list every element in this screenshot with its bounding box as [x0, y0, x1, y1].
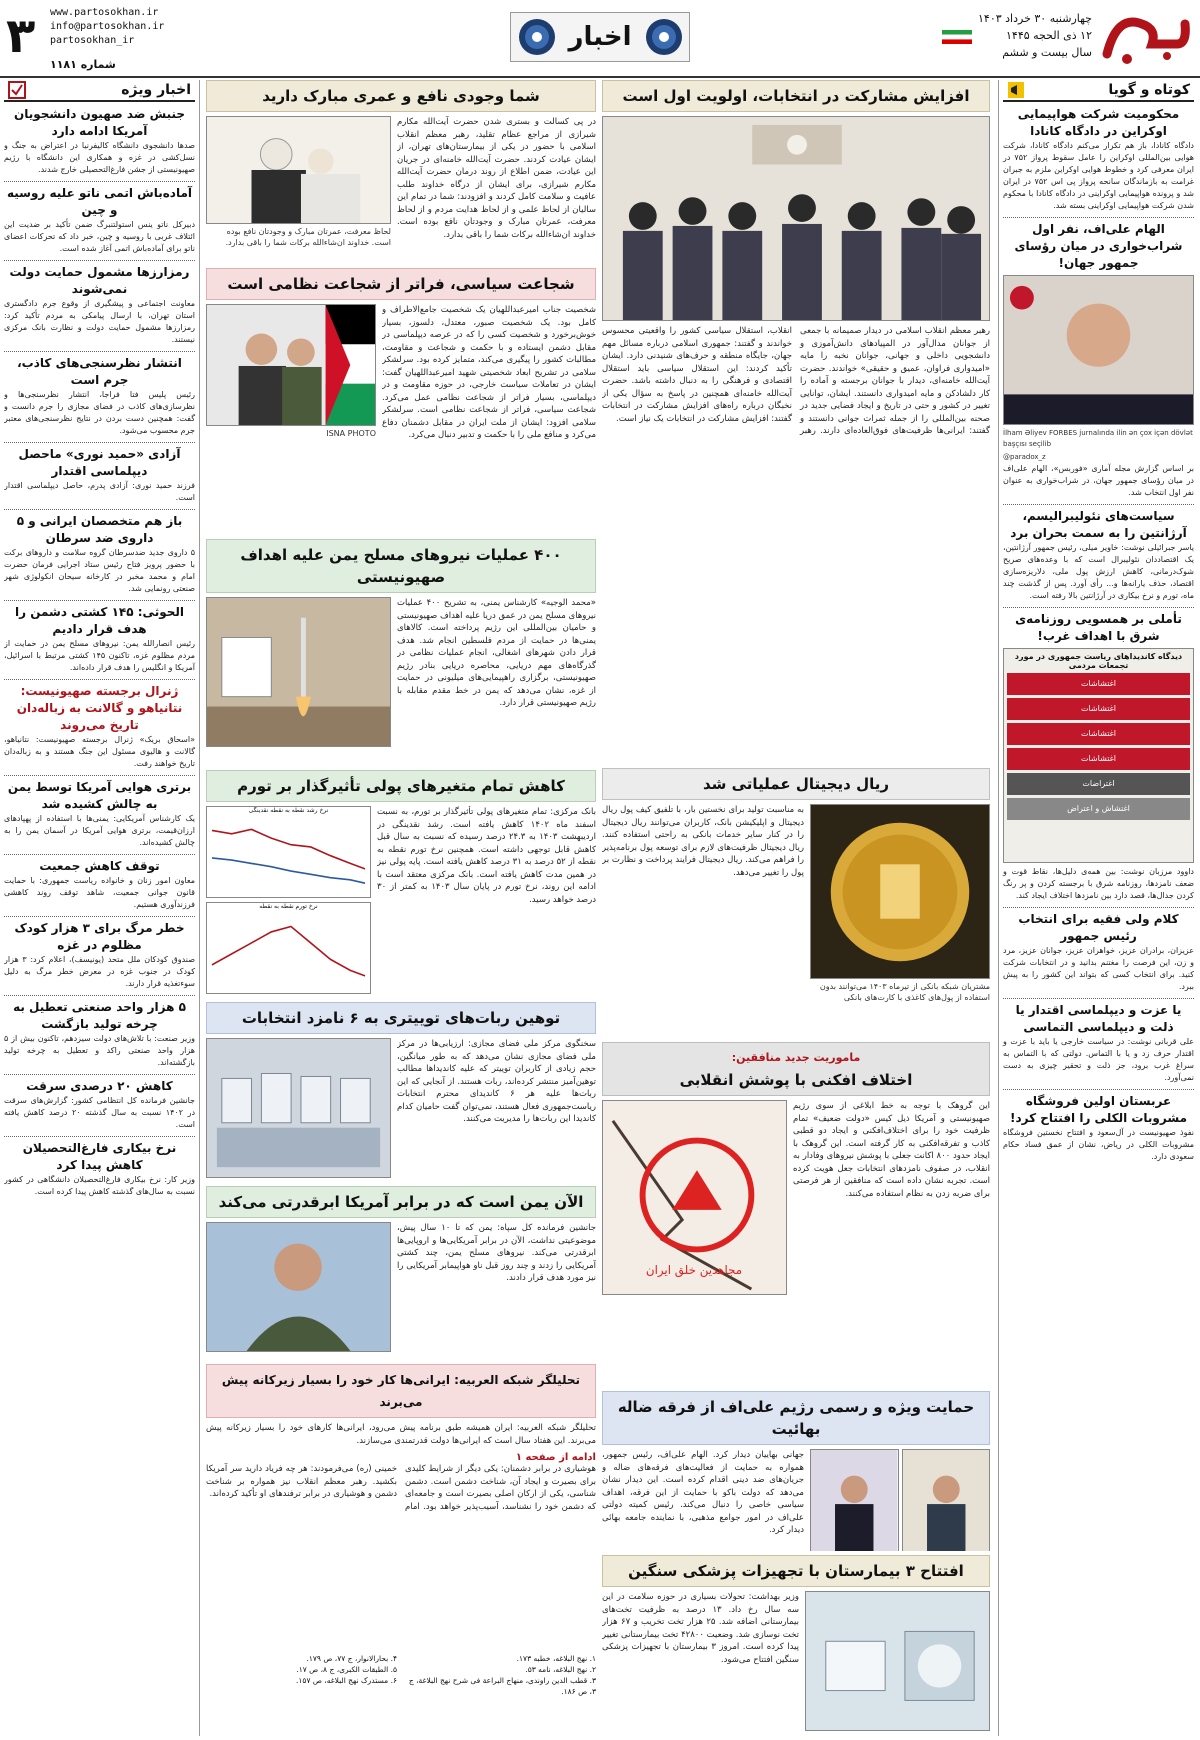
- article-body: وزیر بهداشت: تحولات بسیاری در حوزه سلامت در این سه سال رخ داد. ۱۳ درصد به ظرفیت تخت‌های بیمارستانی اضافه شد. ۲۵ هزار تخت تخریب و ۶۷ هزار تخت نوسازی شد. وضعیت ۴۲۸۰۰ تخت بیمارستانی تغییر پیدا کرده است. امروز ۳ بیمارستان با تجهیزات پزشکی سنگین افتتاح می‌شود.: [602, 1592, 799, 1665]
- article-kicker: ماموریت جدید منافقین:: [731, 1051, 861, 1064]
- news-body: نفوذ صهیونیست در آل‌سعود و افتتاح نخستین فروشگاه مشروبات الکلی در ریاض، نشان از عمق فساد حکام سعودی دارد.: [1003, 1128, 1194, 1161]
- article-headline: ریال دیجیتال عملیاتی شد: [602, 768, 990, 800]
- news-body: دبیرکل ناتو ینس استولتنبرگ ضمن تأکید بر ضدیت این ائتلاف غربی با روسیه و چین، خبر داد که تحرکات اعضای ناتو برای آماده‌باش اتمی آغاز شده است.: [4, 220, 195, 253]
- divider: [4, 181, 195, 182]
- poster-row: اغتراضات: [1007, 773, 1190, 795]
- article-body: «محمد الوجیه» کارشناس یمنی، به تشریح ۴۰۰ عملیات نیروهای مسلح یمن در عمق دریا علیه اهداف صهیونیستی و حامیان بین‌المللی این رژیم پرداخته است. کالاهای یمنی‌ها در حمایت از مردم فلسطین انجام شد. هدف قرار دادن شهرهای اشغالی، انجام عملیات نظامی در گذرگاه‌های مهم دریایی، محاصره دریایی بنادر رژیم صهیونیستی، برگزاری راهپیمایی‌های میلیونی در حمایت از غزه، نشان می‌دهد که یمن در خط مقدم مقابله با رژیم صهیونیستی قرار دارد.: [397, 598, 596, 708]
- article-continuation[interactable]: [206, 1452, 596, 1736]
- coin-photo[interactable]: [810, 804, 990, 979]
- article-headline: توهین ربات‌های توییتری به ۶ نامزد انتخابات: [206, 1002, 596, 1034]
- hospital-image: [806, 1592, 989, 1730]
- portrait-tag: @paradox_z: [1003, 453, 1046, 461]
- megaphone-icon: [1007, 81, 1025, 99]
- news-title: تأملی بر همسویی روزنامه‌ی شرق با اهداف غرب!: [1015, 612, 1182, 643]
- chart-title: نرخ تورم نقطه به نقطه: [259, 903, 318, 910]
- article-headline: الآن یمن است که در برابر آمریکا ابرقدرتی می‌کند: [206, 1186, 596, 1218]
- photo-caption: ISNA PHOTO: [326, 429, 376, 438]
- article-lead[interactable]: [602, 80, 990, 765]
- divider: [4, 1074, 195, 1075]
- portrait-photo[interactable]: [1003, 275, 1194, 425]
- list-item[interactable]: [4, 355, 195, 437]
- article-headline: ۴۰۰ عملیات نیروهای مسلح یمن علیه اهداف صهیونیستی: [206, 539, 596, 593]
- news-title: سیاست‌های نئولیبرالیسم، آرژانتین را به سمت بحران برد: [1010, 509, 1187, 540]
- news-title: محکومیت شرکت هواپیمایی اوکراین در دادگاه کانادا: [1017, 107, 1180, 138]
- date-solar: چهارشنبه ۳۰ خرداد ۱۴۰۳: [978, 12, 1092, 25]
- flag-icon: [942, 30, 972, 44]
- news-body: صندوق کودکان ملل متحد (یونیسف)، اعلام کرد: ۳ هزار کودک در جنوب غزه در معرض خطر مرگ به دلیل سوءتغذیه قرار دارند.: [4, 955, 195, 988]
- article-inflation[interactable]: [206, 770, 596, 998]
- news-title: عربستان اولین فروشگاه مشروبات الکلی را افتتاح کرد!: [1010, 1094, 1187, 1125]
- divider: [4, 679, 195, 680]
- article-headline: شما وجودی نافع و عمری مبارک دارید: [206, 80, 596, 112]
- audience-photo[interactable]: [602, 116, 990, 321]
- list-item[interactable]: [4, 446, 195, 504]
- article-body: جانشین فرمانده کل سپاه: یمن که تا ۱۰ سال پیش، موضوعیتی نداشت، الآن در برابر آمریکایی‌ها و اروپایی‌ها ابرقدرتی می‌کند. نیروهای مسلح یمن، چند کشتی آمریکایی را زدند و چند روز قبل ناو هواپیمابر آمریکایی را نیز مورد هدف قرار دادند.: [397, 1223, 596, 1283]
- candidates-poster[interactable]: [1003, 648, 1194, 863]
- list-item[interactable]: [4, 920, 195, 990]
- article-headline: کاهش تمام متغیرهای پولی تأثیرگذار بر تورم: [206, 770, 596, 802]
- liquidity-chart-plot: [207, 814, 370, 898]
- website-link[interactable]: www.partosokhan.ir: [50, 7, 159, 18]
- date-block: [962, 10, 1092, 61]
- left-column-title: اخبار ویژه: [121, 82, 191, 98]
- gathering-image: [603, 117, 989, 320]
- divider: [4, 854, 195, 855]
- poster-row: اغتشاشات: [1007, 723, 1190, 745]
- article-bahai[interactable]: [602, 1391, 990, 1551]
- list-item[interactable]: [1003, 221, 1194, 499]
- photo-caption: مشتریان شبکه بانکی از تیرماه ۱۴۰۳ می‌توانند بدون استفاده از پول‌های کاغذی با کارت‌های بانکی: [819, 982, 990, 1002]
- reference-item: ۱. نهج البلاغه، خطبه ۱۷۳.: [516, 1654, 596, 1663]
- news-title: ژنرال برجسته صهیونیست: نتانیاهو و گالانت به زباله‌دان تاریخ می‌روند: [16, 684, 183, 732]
- meeting-image: [903, 1450, 990, 1551]
- news-title: برتری هوایی آمریکا توسط یمن به چالش کشیده شد: [7, 780, 192, 811]
- inflation-chart-plot: [207, 910, 370, 994]
- article-digital-rial[interactable]: [602, 768, 990, 1038]
- article-body: در پی کسالت و بستری شدن حضرت آیت‌الله مکارم شیرازی از مراجع عظام تقلید، رهبر معظم انقلاب اسلامی با حضور در یکی از بیمارستان‌های تهران، از ایشان عیادت کردند. حضرت آیت‌الله خامنه‌ای در جریان این عیادت، ضمن اطلاع از روند درمان حضرت آیت‌الله مکارم شیرازی، برای ایشان از درگاه خداوند طلب عافیت و سلامت کامل کردند و افزودند: شما در تمام این سالیان از لحاظ علمی و از لحاظ هدایت مردم و از لحاظ معرفت، عمرتان مبارک و وجودتان نافع بوده است. خداوند ان‌شاءالله برکات شما را باقی بدارد.: [397, 117, 596, 240]
- news-body: دادگاه کانادا، باز هم تکرار می‌کنم دادگاه کانادا، شرکت هوایی بین‌المللی اوکراین را عامل سقوط پرواز ۷۵۲ در ایران معرفی کرد و خطوط هوایی اوکراین ملزم به جبران غرامت به بازماندگان سانحه پرواز پی اس ۷۵۲ در ایران شد و پرونده هواپیمایی اوکراینی در دادگاه کانادا با محکوم شدن شرکت هواپیمایی اوکراینی بسته شد.: [1003, 141, 1194, 210]
- mek-logo-text: مجاهدین خلق ایران: [645, 1263, 743, 1278]
- news-body: ۵ داروی جدید ضدسرطان گروه سلامت و داروهای برکت با حضور پرویز فتاح رئیس ستاد اجرایی فرمان حضرت امام و محمد مخبر در کارخانه سیحان انکولوژی شهر صنعتی رونمایی شد.: [4, 548, 195, 593]
- chart-title: نرخ رشد نقطه به نقطه نقدینگی: [248, 807, 329, 814]
- left-column-header: [4, 80, 195, 102]
- list-item[interactable]: [1003, 1002, 1194, 1084]
- news-body: یک کارشناس آمریکایی: یمنی‌ها با استفاده از پهپادهای ارزان‌قیمت، برتری هوایی آمریکا در آسمان یمن را به چالش کشیده‌اند.: [4, 814, 195, 847]
- robots-photo[interactable]: [206, 1038, 391, 1178]
- reference-item: ۲. نهج البلاغه، نامه ۵۳.: [525, 1665, 596, 1674]
- article-headline: [602, 1042, 990, 1096]
- news-title: الحوثی: ۱۴۵ کشتی دشمن را هدف قرار دادیم: [15, 605, 184, 636]
- left-column: [4, 80, 200, 1736]
- continuation-label: ادامه از صفحه ۱: [515, 1452, 596, 1463]
- divider: [4, 600, 195, 601]
- section-title: اخبار: [568, 22, 632, 52]
- ornament-icon: [517, 17, 557, 57]
- divider: [4, 1136, 195, 1137]
- news-title: نرخ بیکاری فارغ‌التحصیلان کاهش پیدا کرد: [22, 1141, 177, 1172]
- liquidity-chart[interactable]: [206, 806, 371, 898]
- news-title: رمزارزها مشمول حمایت دولت نمی‌شوند: [9, 265, 190, 296]
- divider: [4, 775, 195, 776]
- masthead: [0, 0, 1200, 78]
- article-visit[interactable]: [206, 80, 596, 265]
- missile-photo[interactable]: [206, 597, 391, 747]
- meeting-photo[interactable]: [902, 1449, 991, 1551]
- checkbox-icon: [8, 81, 26, 99]
- main-area: [206, 80, 990, 1736]
- list-item[interactable]: [1003, 611, 1194, 902]
- list-item[interactable]: [4, 1078, 195, 1131]
- article-hospitals[interactable]: [602, 1555, 990, 1736]
- article-body: جهانی بهاییان دیدار کرد. الهام علی‌اف، رئیس جمهور، همواره به حمایت از فعالیت‌های فرقه‌های ضاله و جریان‌های ضد دینی اقدام کرده است. این دیدار نشان می‌دهد که دولت باکو با حمایت از این فرقه، اهداف سیاسی خاصی را دنبال می‌کند. رئیس کمیته دولتی علی‌اف در امور جوامع مذهبی، با نماینده جامعه بهائی دیدار کرد.: [602, 1450, 804, 1535]
- poster-row: اغتشاشات: [1007, 698, 1190, 720]
- right-column-title: کوتاه و گویا: [1108, 82, 1190, 98]
- reference-item: ۵. الطبقات الکبری، ج ۸، ص ۱۷.: [296, 1665, 397, 1674]
- list-item[interactable]: [4, 1140, 195, 1198]
- article-alarabiya[interactable]: [206, 1364, 596, 1449]
- news-body: رئیس انصارالله یمن: نیروهای مسلح یمن در حمایت از مردم مظلوم غزه، تاکنون ۱۴۵ کشتی مرتبط با اسرائیل، آمریکا و انگلیس را هدف قرار داده‌اند.: [4, 639, 196, 672]
- article-headline: شجاعت سیاسی، فراتر از شجاعت نظامی است: [206, 268, 596, 300]
- news-title: باز هم متخصصان ایرانی و ۵ داروی ضد سرطان: [16, 514, 183, 545]
- officials-image: [207, 305, 375, 425]
- portrait-image: [1004, 276, 1193, 424]
- reference-item: ۳. قطب الدین راوندی، منهاج البراعة فی شرح نهج البلاغة، ج ۳، ص ۱۸۶.: [408, 1676, 596, 1696]
- news-title: جنبش ضد صهیون دانشجویان آمریکا ادامه دارد: [13, 107, 186, 138]
- right-column: [998, 80, 1194, 1736]
- social-handle[interactable]: partosokhan_ir: [50, 35, 135, 46]
- article-yemen-power[interactable]: [206, 1186, 596, 1361]
- news-body: داوود مرزبان نوشت: بین همه‌ی دلیل‌ها، نقاط قوت و ضعف نامزدها، روزنامه شرق با برجسته کردن و پر رنگ کردن جدال‌ها، قصد دارد بین نامزدها اختلاف ایجاد کند.: [1003, 867, 1194, 900]
- poster-row: اغتشاش و اعتراض: [1007, 798, 1190, 820]
- news-title: آماده‌باش اتمی ناتو علیه روسیه و چین: [6, 186, 193, 217]
- list-item[interactable]: [4, 185, 195, 255]
- reference-item: ۶. مستدرک نهج البلاغه، ص ۱۵۷.: [296, 1676, 397, 1685]
- list-item[interactable]: [4, 858, 195, 911]
- article-title: اختلاف افکنی با پوشش انقلابی: [679, 1071, 913, 1089]
- news-body: فرزند حمید نوری: آزادی پدرم، حاصل دیپلماسی اقتدار است.: [4, 481, 195, 502]
- article-headline: تحلیلگر شبکه العربیه: ایرانی‌ها کار خود را بسیار زیرکانه پیش می‌برند: [206, 1364, 596, 1418]
- news-body: وزیر کار: نرخ بیکاری فارغ‌التحصیلان دانشگاهی در کشور نسبت به سال‌های گذشته کاهش پیدا کرده است.: [4, 1175, 195, 1196]
- divider: [1003, 217, 1194, 218]
- article-headline: افتتاح ۳ بیمارستان با تجهیزات پزشکی سنگین: [602, 1555, 990, 1587]
- newspaper-logo[interactable]: [1097, 4, 1192, 72]
- ornament-icon: [644, 17, 684, 57]
- article-headline: افزایش مشارکت در انتخابات، اولویت اول است: [602, 80, 990, 112]
- hospital-photo[interactable]: [805, 1591, 990, 1731]
- news-title: کاهش ۲۰ درصدی سرقت: [26, 1079, 173, 1093]
- poster-row: اغتشاشات: [1007, 748, 1190, 770]
- article-body: رهبر معظم انقلاب اسلامی در دیدار صمیمانه با جمعی از جوانان مدال‌آور در المپیادهای دانش‌آموزی و دانشجویی داخلی و جهانی، جوانان نخبه را مایه «امیدواری فراوان، عمیق و حقیقی» خواندند. حضرت آیت‌الله خامنه‌ای، دیدار با جوانان برجسته و آماده را کار دلشادکن و مایه امیدواری دانستند. ایشان، توانایی تغییر در کشور و حتی در تاریخ و ایجاد فضایی جدید در صحنه بین‌المللی را از جمله ثمرات جوانی دانستند و گفتند: ایرانی‌ها ظرفیت‌های فوق‌العاده‌ای دارند. رهبر انقلاب، استقلال سیاسی کشور را واقعیتی محسوس خواندند و گفتند: جمهوری اسلامی درباره مسائل مهم جهان، جایگاه منطقه و حرف‌های شنیدنی دارد. ایشان تأکید کردند: این استقلال سیاسی باید استقلال اقتصادی و فرهنگی را به دنبال داشته باشد. حضرت آیت‌الله خامنه‌ای همچنین در پاسخ به سؤال یکی از نخبگان درباره راه‌های افزایش مشارکت در انتخابات گفتند: افزایش مشارکت در انتخابات یک نیاز است.: [602, 326, 990, 436]
- divider: [4, 916, 195, 917]
- news-body: معاونت اجتماعی و پیشگیری از وقوع جرم دادگستری استان تهران، با ارسال پیامکی به مردم تأکید کرد: رمزارزها مشمول حمایت دولت و نظارت بانک مرکزی نیستند.: [4, 299, 195, 344]
- article-body: تحلیلگر شبکه العربیه: ایران همیشه طبق برنامه پیش می‌رود، ایرانی‌ها کارهای خود را بسیار زیرکانه پیش می‌برند. این هفتاد سال است که ایرانی‌ها دولت قدرتمندی می‌سازند.: [206, 1423, 596, 1446]
- article-body: این گروهک با توجه به خط ابلاغی از سوی رژیم صهیونیستی و آمریکا ذیل کیس «دولت ضعیف» تمام ظرفیت خود را برای اختلاف‌افکنی و ایجاد دو قطبی کاذب و تفرقه‌افکنی به کار گرفته است. این گروهک با ایجاد حدود ۸۰۰ اکانت جعلی با پوشش نیروهای وفادار به انقلاب، در صفوف نامزدهای انتخابات جعل هویت کرده است. تجربه نشان داده است که منافقین از هر فرصتی برای ضربه زدن به نظام استفاده می‌کنند.: [793, 1101, 990, 1199]
- coin-image: [811, 805, 989, 978]
- article-body: بانک مرکزی: تمام متغیرهای پولی تأثیرگذار بر تورم، به نسبت اسفند ماه ۱۴۰۲ کاهش یافته است. رشد نقدینگی در اردیبهشت ۱۴۰۳ به ۲۴.۳ درصد رسیده که نسبت به سال قبل کاهش قابل توجهی داشته است. همچنین نرخ تورم نقطه به نقطه از ۵۲ درصد به ۳۱ درصد کاهش یافته است. پایه پولی نیز در همین مدت کاهش یافته است. بانک مرکزی معتقد است با ادامه این روند، نرخ تورم در پایان سال ۱۴۰۳ به کمتر از ۳۰ درصد خواهد رسید.: [377, 807, 596, 905]
- date-lunar: ۱۲ ذی الحجه ۱۴۴۵: [1006, 29, 1092, 42]
- meeting-photo[interactable]: [810, 1449, 899, 1551]
- section-banner: [510, 12, 690, 62]
- volume-year: سال بیست و ششم: [1002, 46, 1092, 59]
- article-body: شخصیت جناب امیرعبداللهیان یک شخصیت جامع‌الاطراف و کامل بود. یک شخصیت صبور، معتدل، دلسوز، بسیار خوش‌برخورد و شخصیت کسی را که در عرصه دیپلماسی در مقابل دشمن ایستاده و با حکمت و شجاعت و مقاومت، مطالبات کشور را پیگیری می‌کند، متمایز کرده بود. سرلشکر سلامی در تشریح ابعاد شخصیتی شهید امیرعبداللهیان گفت: ایشان در تعاملات سیاست خارجی، در حوزه مقاومت و در دیپلماسی، بسیار فراتر از شجاعت نظامی عمل می‌کرد. شجاعت سیاسی، فراتر از شجاعت نظامی است. سرلشکر سلامی افزود: ایشان از ملت ایران در مقابل دشمنان دفاع می‌کرد و منافع ملی را با حکمت و تدبیر دنبال می‌کرد.: [382, 305, 596, 440]
- news-body: یاسر جبرائیلی نوشت: خاویر میلی، رئیس جمهور آرژانتین، یک اقتصاددان نئولیبرال است که با وعده‌های صریح شوک‌درمانی، کاهش ارزش پول ملی، دلاریزه‌سازی اقتصاد، حذف یارانه‌ها و... رأی آورد. پس از گذشت چند ماه، تورم و نرخ بیکاری در آرژانتین بالا رفته است.: [1003, 543, 1194, 600]
- divider: [1003, 607, 1194, 608]
- contact-block: [50, 6, 164, 48]
- article-body: سخنگوی مرکز ملی فضای مجازی: ارزیابی‌ها در مرکز ملی فضای مجازی نشان می‌دهد که به طور میانگین، حجم زیادی از کاربران توییتر که علیه کاندیداها مطالب توهین‌آمیز منتشر کرده‌اند، ربات هستند. از آنجایی که این ربات‌ها علیه هر ۶ کاندیدای محترم انتخابات ریاست‌جمهوری فعال هستند، نمی‌توان گفت حامیان کدام کاندیدا این ربات‌ها را مدیریت می‌کنند.: [397, 1039, 596, 1124]
- reference-item: ۴. بحارالانوار، ج ۷۷، ص ۱۷۹.: [306, 1654, 397, 1663]
- article-body: به مناسبت تولید برای نخستین بار، با تلفیق کیف پول ریال دیجیتال و اپلیکیشن بانک، کاربران می‌توانند ریال دیجیتال را در کنار سایر خدمات بانکی به راحتی استفاده کنند. ریال دیجیتال ظرفیت‌های لازم برای توسعه پول برنامه‌پذیر را فراهم می‌کند. ریال دیجیتال فرایند پرداخت و نظارت بر پول را تغییر می‌دهد.: [602, 805, 804, 878]
- news-title: خطر مرگ برای ۳ هزار کودک مظلوم در غزه: [14, 921, 185, 952]
- officials-photo[interactable]: [206, 304, 376, 426]
- article-courage[interactable]: [206, 268, 596, 536]
- divider: [4, 351, 195, 352]
- divider: [1003, 907, 1194, 908]
- list-item[interactable]: [4, 513, 195, 595]
- commander-photo[interactable]: [206, 1222, 391, 1352]
- list-item[interactable]: [1003, 508, 1194, 602]
- list-item[interactable]: [4, 683, 195, 770]
- article-body: هوشیاری در برابر دشمنان: یکی دیگر از شرایط کلیدی برای بصیرت و ایجاد آن، شناخت دشمن است. دشمن شناسی، یکی از ارکان اصلی بصیرت است و جامعه‌ای که دشمن خود را نشناسد، آسیب‌پذیر خواهد بود. امام خمینی (ره) می‌فرمودند: هر چه فریاد دارید سر آمریکا بکشید. رهبر معظم انقلاب نیز همواره بر شناخت دشمن و هوشیاری در برابر ترفندهای او تأکید کرده‌اند.: [206, 1464, 596, 1512]
- visit-photo[interactable]: [206, 116, 391, 224]
- news-title: یا عزت و دیپلماسی اقتدار یا ذلت و دیپلماسی التماسی: [1015, 1003, 1182, 1034]
- news-body: معاون امور زنان و خانواده ریاست جمهوری: با حمایت قانون جوانی جمعیت، شاهد توقف روند کاهشی فرزندآوری هستیم.: [4, 876, 195, 909]
- divider: [1003, 504, 1194, 505]
- news-title: توقف کاهش جمعیت: [39, 859, 160, 873]
- robots-image: [207, 1039, 390, 1177]
- list-item[interactable]: [4, 779, 195, 849]
- divider: [4, 442, 195, 443]
- meeting-image: [811, 1450, 898, 1551]
- divider: [4, 995, 195, 996]
- news-body: صدها دانشجوی دانشگاه کالیفرنیا در اعتراض به جنگ و نسل‌کشی در غزه و همکاری این دانشگاه با رژیم صهیونیستی از جشن فارغ‌التحصیلی خارج شدند.: [4, 141, 195, 174]
- list-item[interactable]: [1003, 106, 1194, 212]
- divider: [1003, 998, 1194, 999]
- news-title: کلام ولی فقیه برای انتخاب رئیس جمهور: [1018, 912, 1179, 943]
- news-body: علی قربانی نوشت: در سیاست خارجی یا باید با عزت و اقتدار حرف زد و یا با التماس. دولتی که با التماس به سراغ غرب برود، جز ذلت و تحقیر چیزی به دست نمی‌آورد.: [1003, 1037, 1194, 1082]
- portrait-caption: İlham Əliyev FORBES jurnalında ilin ən çox içən dövlət başçısı seçilib: [1003, 429, 1193, 448]
- list-item[interactable]: [1003, 911, 1194, 993]
- news-body: جانشین فرمانده کل انتظامی کشور: گزارش‌های سرقت در ۱۴۰۲ نسبت به سال گذشته ۲۰ درصد کاهش یافته است.: [4, 1096, 196, 1129]
- news-body: «اسحاق بریک» ژنرال برجسته صهیونیست: نتانیاهو، گالانت و هالیوی مسئول این جنگ هستند و به زباله‌دان تاریخ خواهند رفت.: [4, 735, 195, 768]
- mek-logo-photo[interactable]: [602, 1100, 787, 1295]
- news-title: الهام علی‌اف، نفر اول شراب‌خواری در میان رؤسای جمهور جهان!: [1014, 222, 1183, 270]
- article-yemen-ops[interactable]: [206, 539, 596, 767]
- inflation-chart[interactable]: [206, 902, 371, 994]
- divider: [4, 509, 195, 510]
- page-number: ۳: [6, 8, 36, 64]
- poster-row: اغتشاشات: [1007, 673, 1190, 695]
- email-link[interactable]: info@partosokhan.ir: [50, 21, 165, 32]
- article-twitter-bots[interactable]: [206, 1002, 596, 1182]
- missile-image: [207, 598, 390, 746]
- list-item[interactable]: [4, 106, 195, 176]
- news-body: عزیزان، برادران عزیز، خواهران عزیز، جوانان عزیز، مرد و زن، این فرصت را مغتنم بدانید و در انتخابات شرکت کنید. برای انتخاب کسی که بتواند این کشور را به پیش ببرد.: [1003, 946, 1194, 991]
- news-title: انتشار نظرسنجی‌های کاذب، جرم است: [17, 356, 182, 387]
- news-title: ۵ هزار واحد صنعتی تعطیل به چرخه تولید بازگشت: [13, 1000, 186, 1031]
- list-item[interactable]: [4, 604, 195, 674]
- right-column-header: [1003, 80, 1194, 102]
- commander-image: [207, 1223, 390, 1351]
- references-list: [206, 1653, 596, 1697]
- list-item[interactable]: [4, 999, 195, 1069]
- news-body: وزیر صنعت: با تلاش‌های دولت سیزدهم، تاکنون بیش از ۵ هزار واحد صنعتی راکد و تعطیل به چرخه تولید بازگشته‌اند.: [4, 1034, 195, 1067]
- list-item[interactable]: [1003, 1093, 1194, 1163]
- news-body: بر اساس گزارش مجله آماری «فوربس»، الهام علی‌اف در میان رؤسای جمهور جهان، در شراب‌خواری به عنوان نفر اول انتخاب شد.: [1003, 464, 1194, 497]
- divider: [1003, 1089, 1194, 1090]
- article-mek[interactable]: [602, 1042, 990, 1387]
- poster-title: دیدگاه کاندیداهای ریاست جمهوری در مورد تجمعات مردمی: [1014, 652, 1183, 670]
- news-title: آزادی «حمید نوری» ماحصل دیپلماسی اقتدار: [18, 447, 181, 478]
- article-headline: حمایت ویژه و رسمی رژیم علی‌اف از فرقه ضاله بهائیت: [602, 1391, 990, 1445]
- logo-icon: [1097, 4, 1192, 72]
- issue-number: شماره ۱۱۸۱: [50, 58, 116, 71]
- news-body: رئیس پلیس فتا فراجا، انتشار نظرسنجی‌ها و نظرسازی‌های کاذب در فضای مجازی را جرم دانست و گفت: همچنین دست بردن در نتایج نظرسنجی‌های معتبر جرم محسوب می‌شود.: [4, 390, 195, 435]
- mek-logo-image: [603, 1101, 786, 1294]
- list-item[interactable]: [4, 264, 195, 346]
- photo-caption: لحاظ معرفت، عمرتان مبارک و وجودتان نافع بوده است. خداوند ان‌شاءالله برکات شما را باقی بدارد.: [225, 227, 391, 247]
- divider: [4, 260, 195, 261]
- visit-image: [207, 117, 390, 223]
